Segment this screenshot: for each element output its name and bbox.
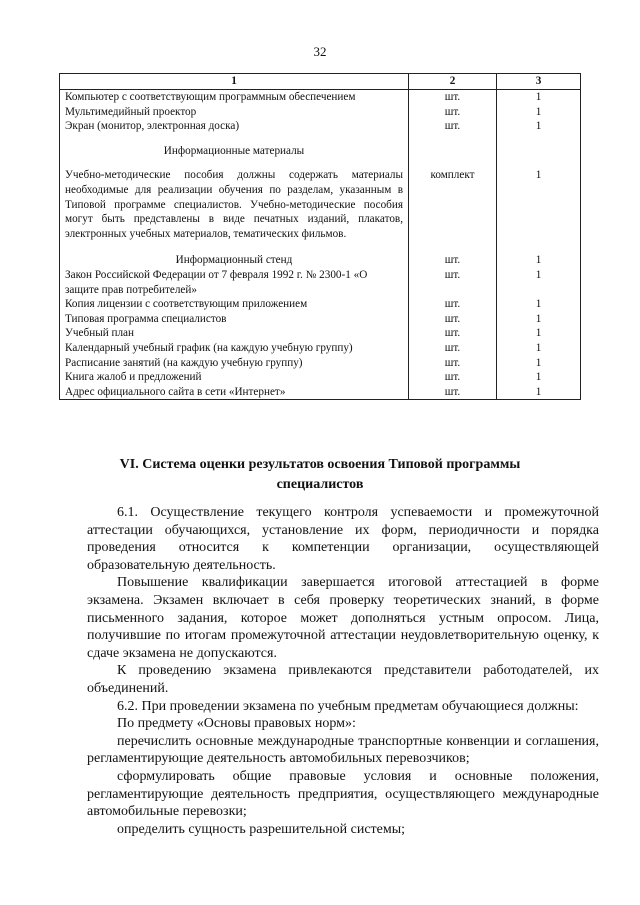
item-qty: 1 (497, 356, 581, 371)
item-name: Учебно-методические пособия должны содержать материалы необходимые для реализации обучения по разделам, указанным в Типовой программе специалистов. Учебно-методические пособия могут быть представлены в виде печатных изданий, плакатов, электронных учебных материалов, тематических фильмов. (60, 168, 409, 241)
item-unit: шт. (409, 105, 497, 120)
table-row (60, 168, 581, 241)
table-row (60, 326, 581, 341)
item-unit: шт. (409, 385, 497, 400)
empty-cell (497, 134, 581, 169)
item-name: Информационный стенд (60, 253, 409, 268)
paragraph: По предмету «Основы правовых норм»: (117, 716, 356, 732)
item-qty: 1 (497, 253, 581, 268)
item-qty: 1 (497, 341, 581, 356)
item-name: Типовая программа специалистов (60, 312, 409, 327)
item-unit: шт. (409, 370, 497, 385)
item-qty: 1 (497, 385, 581, 400)
empty-cell (409, 241, 497, 253)
item-unit: комплект (409, 168, 497, 241)
empty-cell (60, 241, 409, 253)
item-qty: 1 (497, 370, 581, 385)
column-header: 1 (60, 74, 409, 90)
item-qty: 1 (497, 326, 581, 341)
table-row (60, 90, 581, 105)
table-subheading-row (60, 134, 581, 169)
item-unit: шт. (409, 119, 497, 134)
table-row (60, 312, 581, 327)
item-name: Расписание занятий (на каждую учебную группу) (60, 356, 409, 371)
subheading: Информационные материалы (60, 134, 409, 169)
item-unit: шт. (409, 326, 497, 341)
empty-cell (497, 241, 581, 253)
body-text (87, 504, 599, 838)
table-header-row (60, 74, 581, 90)
section-title-line: VI. Система оценки результатов освоения Типовой программы (119, 457, 521, 472)
page-number: 32 (313, 44, 327, 59)
paragraph: К проведению экзамена привлекаются представители работодателей, их объединений. (87, 663, 599, 696)
table-row (60, 356, 581, 371)
item-qty: 1 (497, 119, 581, 134)
paragraph: перечислить основные международные транспортные конвенции и соглашения, регламентирующие деятельность автомобильных перевозчиков; (87, 733, 599, 767)
item-qty: 1 (497, 168, 581, 241)
item-name: Календарный учебный график (на каждую учебную группу) (60, 341, 409, 356)
item-unit: шт. (409, 90, 497, 105)
item-name: Компьютер с соответствующим программным обеспечением (60, 90, 409, 105)
column-header: 3 (497, 74, 581, 90)
table-row (60, 253, 581, 268)
item-qty: 1 (497, 105, 581, 120)
item-name: Закон Российской Федерации от 7 февраля 1992 г. № 2300-1 «О защите прав потребителей» (60, 268, 409, 297)
item-name: Адрес официального сайта в сети «Интернет» (60, 385, 409, 400)
item-unit: шт. (409, 356, 497, 371)
item-name: Книга жалоб и предложений (60, 370, 409, 385)
paragraph: сформулировать общие правовые условия и основные положения, регламентирующие деятельность предприятия, осуществляющего международные автомобильные перевозки; (87, 768, 599, 820)
item-unit: шт. (409, 312, 497, 327)
item-unit: шт. (409, 253, 497, 268)
column-header: 2 (409, 74, 497, 90)
item-unit: шт. (409, 297, 497, 312)
table-row (60, 297, 581, 312)
table-row (60, 341, 581, 356)
table-spacer-row (60, 241, 581, 253)
paragraph: 6.2. При проведении экзамена по учебным предметам обучающиеся должны: (117, 698, 579, 714)
paragraph: 6.1. Осуществление текущего контроля успеваемости и промежуточной аттестации обучающихся, установление их форм, периодичности и порядка проведения относится к компетенции организации, осуществляющей образовательную деятельность. (87, 505, 599, 573)
section-title-line: специалистов (276, 477, 364, 492)
item-qty: 1 (497, 297, 581, 312)
item-qty: 1 (497, 312, 581, 327)
item-name: Экран (монитор, электронная доска) (60, 119, 409, 134)
table-row (60, 385, 581, 400)
paragraph: Повышение квалификации завершается итоговой аттестацией в форме экзамена. Экзамен включает в себя проверку теоретических знаний, в форме письменного задания, которое может дополняться устным опросом. Лица, получившие по итогам промежуточной аттестации неудовлетворительную оценку, к сдаче экзамена не допускаются. (87, 575, 599, 661)
paragraph: определить сущность разрешительной системы; (117, 821, 406, 837)
item-unit: шт. (409, 341, 497, 356)
equipment-table (59, 73, 581, 400)
section-title (80, 455, 560, 495)
item-name: Учебный план (60, 326, 409, 341)
table-row (60, 370, 581, 385)
item-name: Копия лицензии с соответствующим приложением (60, 297, 409, 312)
item-unit: шт. (409, 268, 497, 297)
empty-cell (409, 134, 497, 169)
table-row (60, 268, 581, 297)
item-name: Мультимедийный проектор (60, 105, 409, 120)
item-qty: 1 (497, 90, 581, 105)
table-row (60, 119, 581, 134)
table-row (60, 105, 581, 120)
item-qty: 1 (497, 268, 581, 297)
